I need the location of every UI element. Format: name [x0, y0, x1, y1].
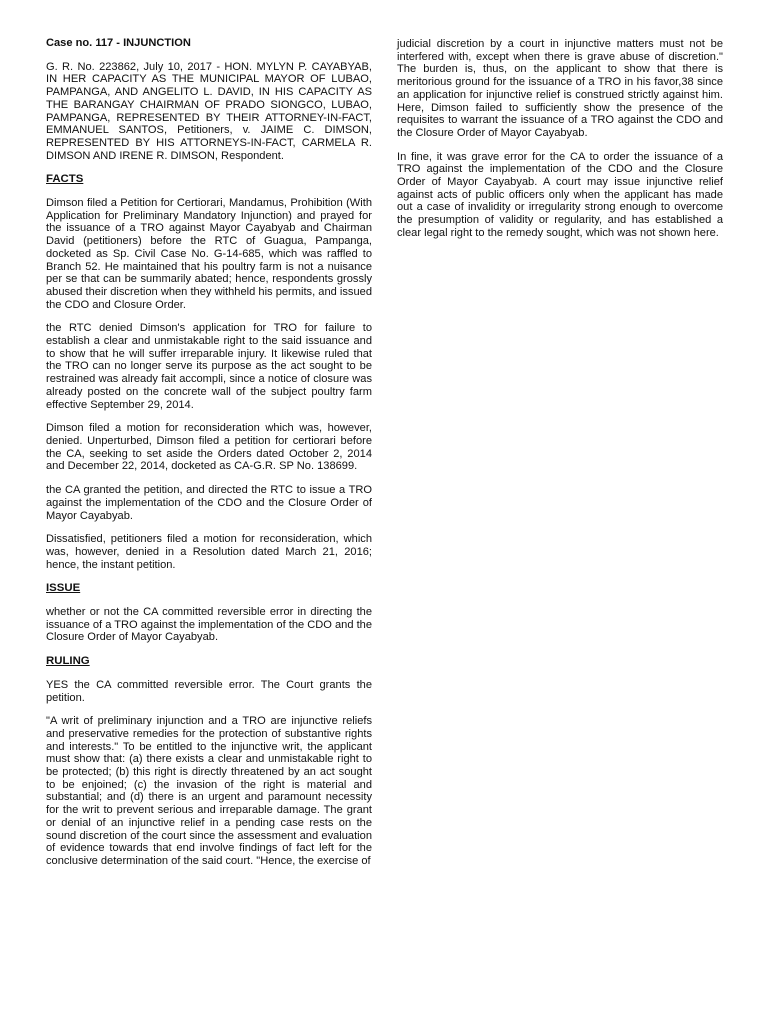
issue-heading: ISSUE: [46, 582, 81, 595]
ruling-paragraph-1: YES the CA committed reversible error. The Court grants the petition.: [46, 678, 372, 704]
facts-paragraph-5: Dissatisfied, petitioners filed a motion for reconsideration, which was, however, denied in a Resolution dated March 21, 2016; hence, the instant petition.: [46, 533, 372, 571]
facts-paragraph-4: the CA granted the petition, and directed the RTC to issue a TRO against the implementation of the CDO and the Closure Order of Mayor Cayabyab.: [46, 484, 372, 522]
ruling-heading: RULING: [46, 655, 90, 668]
facts-paragraph-1: Dimson filed a Petition for Certiorari, Mandamus, Prohibition (With Application for Preliminary Mandatory Injunction) and prayed for the issuance of a TRO against Mayor Cayabyab and Chairman David (petitioners) before the RTC of Guagua, Pampanga, docketed as Sp. Civil Case No. G-14-685, which was raffled to Branch 52. He maintained that his poultry farm is not a nuisance per se that can be summarily abated; hence, respondents grossly abused their discretion when they withheld his permits, and issued the CDO and Closure Order.: [46, 197, 372, 311]
right-column: [397, 38, 723, 251]
ruling-paragraph-3: In fine, it was grave error for the CA to order the issuance of a TRO against the implementation of the CDO and the Closure Order of Mayor Cayabyab. A court may issue injunctive relief against acts of public officers only when the applicant has made out a case of invalidity or irregularity strong enough to overcome the presumption of validity or regularity, and has established a clear legal right to the remedy sought, which was not shown here.: [397, 150, 723, 239]
left-column: [46, 37, 372, 879]
case-title: Case no. 117 - INJUNCTION: [46, 37, 191, 49]
facts-paragraph-2: the RTC denied Dimson's application for TRO for failure to establish a clear and unmistakable right to the said issuance and to show that he will suffer irreparable injury. It likewise ruled that the TRO can no longer serve its purpose as the act sought to be restrained was already fait accompli, since a notice of closure was already posted on the concrete wall of the subject poultry farm effective September 29, 2014.: [46, 322, 372, 411]
ruling-paragraph-2: "A writ of preliminary injunction and a TRO are injunctive reliefs and preservative remedies for the protection of substantive rights and interests." To be entitled to the injunctive writ, the applicant must show that: (a) there exists a clear and unmistakable right to be protected; (b) this right is directly threatened by an act sought to be enjoined; (c) the invasion of the right is material and substantial; and (d) there is an urgent and paramount necessity for the writ to prevent serious and irreparable damage. The grant or denial of an injunctive relief in a pending case rests on the sound discretion of the court since the assessment and evaluation of evidence towards that end involve findings of fact left for the conclusive determination of the said court. "Hence, the exercise of: [46, 715, 372, 867]
facts-heading: FACTS: [46, 173, 84, 186]
ruling-paragraph-2-continued: judicial discretion by a court in injunctive matters must not be interfered with, except when there is grave abuse of discretion." The burden is, thus, on the applicant to show that there is meritorious ground for the issuance of a TRO in his favor,38 since an application for injunctive relief is construed strictly against him. Here, Dimson failed to sufficiently show the presence of the requisites to warrant the issuance of a TRO against the CDO and the Closure Order of Mayor Cayabyab.: [397, 38, 723, 139]
issue-paragraph: whether or not the CA committed reversible error in directing the issuance of a TRO against the implementation of the CDO and the Closure Order of Mayor Cayabyab.: [46, 606, 373, 644]
facts-paragraph-3: Dimson filed a motion for reconsideration which was, however, denied. Unperturbed, Dimson filed a petition for certiorari before the CA, seeking to set aside the Orders dated October 2, 2014 and December 22, 2014, docketed as CA-G.R. SP No. 138699.: [46, 422, 372, 473]
case-citation: G. R. No. 223862, July 10, 2017 - HON. MYLYN P. CAYABYAB, IN HER CAPACITY AS THE MUNICIPAL MAYOR OF LUBAO, PAMPANGA, AND ANGELITO L. DAVID, IN HIS CAPACITY AS THE BARANGAY CHAIRMAN OF PRADO SIONGCO, LUBAO, PAMPANGA, REPRESENTED BY THEIR ATTORNEY-IN-FACT, EMMANUEL SANTOS, Petitioners, v. JAIME C. DIMSON, REPRESENTED BY HIS ATTORNEYS-IN-FACT, CARMELA R. DIMSON AND IRENE R. DIMSON, Respondent.: [46, 60, 372, 162]
